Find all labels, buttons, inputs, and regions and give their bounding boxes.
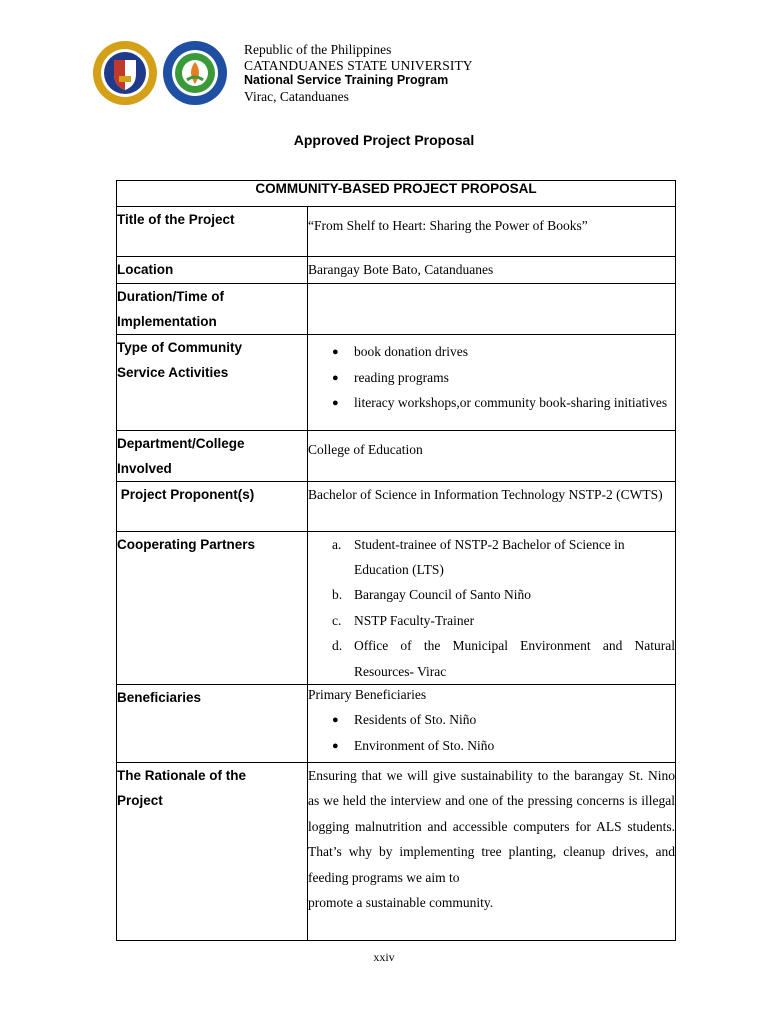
row-label-activities [117, 334, 308, 430]
row-label-location: Location [117, 257, 308, 284]
letterhead [244, 42, 473, 104]
document-title: Approved Project Proposal [293, 132, 475, 148]
beneficiary-text: Residents of Sto. Niño [354, 711, 477, 727]
table-row [117, 531, 676, 684]
duration-value [308, 283, 676, 334]
proposal-table [116, 180, 676, 941]
rationale-paragraph: Ensuring that we will give sustainability to the barangay St. Nino as we held the interview and one of the pressing concerns is illegal logging malnutrition and accessible computers for ALS students. That’s why by implementing tree planting, cleanup drives, and feeding programs we aim to [308, 767, 675, 885]
rationale-value [308, 762, 676, 940]
activities-label-line1: Type of Community [117, 339, 243, 355]
list-item [308, 365, 675, 391]
table-row [117, 762, 676, 940]
bullet-icon: ● [332, 713, 339, 726]
republic-line: Republic of the Philippines [244, 42, 392, 57]
page-number: xxiv [373, 950, 395, 964]
table-heading: COMMUNITY-BASED PROJECT PROPOSAL [117, 181, 676, 207]
table-row [117, 684, 676, 762]
row-label-title: Title of the Project [117, 207, 308, 257]
table-row [117, 334, 676, 430]
header-logos [92, 40, 232, 106]
list-item [308, 532, 675, 583]
list-item [308, 707, 675, 733]
university-name: CATANDUANES STATE UNIVERSITY [244, 57, 473, 73]
activity-text: book donation drives [354, 343, 468, 359]
activity-text: reading programs [354, 369, 449, 385]
table-row [117, 207, 676, 257]
table-row [117, 481, 676, 531]
row-label-partners: Cooperating Partners [117, 531, 308, 684]
bullet-icon: ● [332, 371, 339, 384]
activities-list [308, 335, 675, 411]
nstp-seal-logo [162, 40, 228, 106]
activities-value [308, 334, 676, 430]
bullet-icon: ● [332, 396, 339, 409]
rationale-closing: promote a sustainable community. [308, 895, 494, 911]
department-label-line2: Involved [117, 460, 172, 476]
list-marker: b. [332, 587, 343, 603]
beneficiaries-intro: Primary Beneficiaries [308, 686, 427, 702]
rationale-label-line1: The Rationale of the [117, 767, 247, 783]
beneficiaries-value [308, 684, 676, 762]
project-title-value: “From Shelf to Heart: Sharing the Power of Books” [308, 207, 676, 257]
duration-label-line2: Implementation [117, 313, 217, 329]
list-item [308, 391, 675, 411]
row-label-proponent: Project Proponent(s) [117, 481, 308, 531]
table-row [117, 283, 676, 334]
row-label-beneficiaries: Beneficiaries [117, 684, 308, 762]
partners-list [308, 532, 675, 684]
table-row [117, 257, 676, 284]
rationale-label-line2: Project [117, 792, 163, 808]
address-line: Virac, Catanduanes [244, 88, 349, 104]
list-item [308, 582, 675, 607]
department-label-line1: Department/College [117, 435, 245, 451]
proponent-value: Bachelor of Science in Information Technology NSTP-2 (CWTS) [308, 481, 676, 531]
row-label-department [117, 430, 308, 481]
list-marker: c. [332, 612, 342, 628]
bullet-icon: ● [332, 345, 339, 358]
activity-text: literacy workshops,or community book-sharing initiatives [354, 394, 668, 410]
activities-label-line2: Service Activities [117, 364, 229, 380]
table-row [117, 430, 676, 481]
duration-label-line1: Duration/Time of [117, 288, 225, 304]
partner-text: Office of the Municipal Environment and Natural Resources- Virac [354, 638, 675, 679]
row-label-duration [117, 283, 308, 334]
partners-value [308, 531, 676, 684]
program-name: National Service Training Program [244, 73, 449, 87]
list-item [308, 633, 675, 684]
partner-text: Student-trainee of NSTP-2 Bachelor of Science in Education (LTS) [354, 536, 625, 577]
partner-text: NSTP Faculty-Trainer [354, 612, 475, 628]
list-marker: a. [332, 536, 342, 552]
list-item [308, 339, 675, 365]
department-value: College of Education [308, 430, 676, 481]
beneficiaries-list [308, 705, 675, 759]
location-value: Barangay Bote Bato, Catanduanes [308, 257, 676, 284]
list-marker: d. [332, 638, 343, 654]
beneficiary-text: Environment of Sto. Niño [354, 737, 495, 753]
partner-text: Barangay Council of Santo Niño [354, 587, 531, 603]
bullet-icon: ● [332, 739, 339, 752]
university-seal-logo [92, 40, 158, 106]
row-label-rationale [117, 762, 308, 940]
list-item [308, 608, 675, 633]
list-item [308, 733, 675, 759]
